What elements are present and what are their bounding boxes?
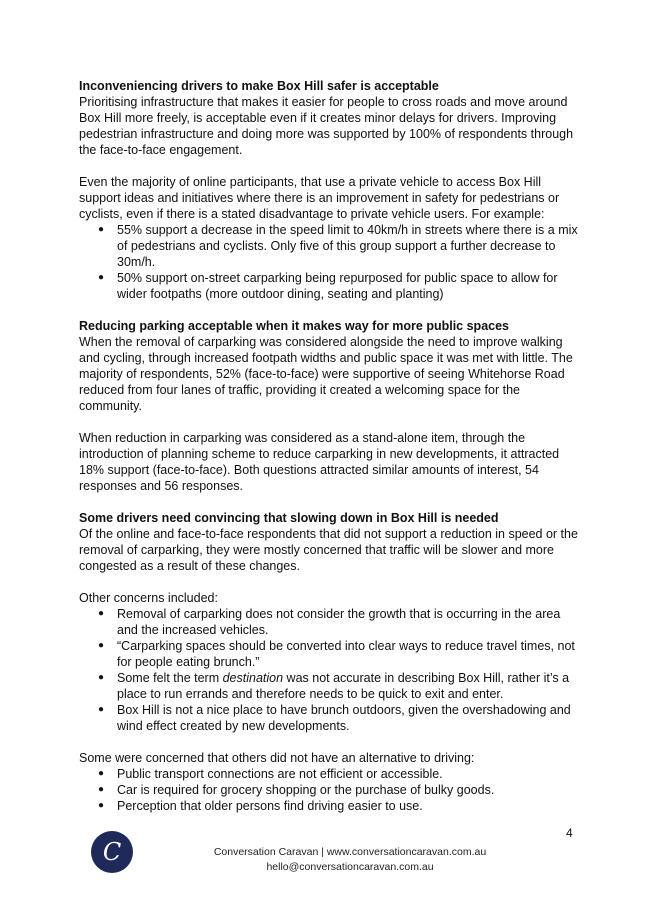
list-item: ● Perception that older persons find driving easier to use. bbox=[79, 798, 579, 814]
list-item: ● 50% support on-street carparking being repurposed for public space to allow for wider footpaths (more outdoor dining, seating and planting) bbox=[79, 270, 579, 302]
paragraph: Some were concerned that others did not have an alternative to driving: bbox=[79, 751, 475, 765]
paragraph: Other concerns included: bbox=[79, 591, 218, 605]
bullet-list bbox=[79, 766, 579, 814]
list-item bbox=[79, 670, 579, 702]
section-heading-drivers-convincing: Some drivers need convincing that slowing down in Box Hill is needed bbox=[79, 511, 499, 525]
list-item-text: was not accurate in describing Box Hill, rather it’s a place to run errands and therefore needs to be quick to exit and enter. bbox=[117, 671, 570, 701]
conversation-caravan-logo: C bbox=[91, 831, 133, 873]
list-item: ● “Carparking spaces should be converted into clear ways to reduce travel times, not for people eating brunch.” bbox=[79, 638, 579, 670]
paragraph: Even the majority of online participants, that use a private vehicle to access Box Hill support ideas and initiatives where there is an improvement in safety for pedestrians or cyclists, even if there is a stated disadvantage to private vehicle users. For example: bbox=[79, 175, 560, 221]
list-item: ● Car is required for grocery shopping or the purchase of bulky goods. bbox=[79, 782, 579, 798]
paragraph: Prioritising infrastructure that makes it easier for people to cross roads and move around Box Hill more freely, is acceptable even if it creates minor delays for drivers. Improving pedestrian infrastructure and doing more was supported by 100% of respondents through the face-to-face engagement. bbox=[79, 95, 574, 157]
footer-email: hello@conversationcaravan.com.au bbox=[266, 861, 434, 873]
section-heading-inconveniencing: Inconveniencing drivers to make Box Hill safer is acceptable bbox=[79, 79, 439, 93]
section-heading-reducing-parking: Reducing parking acceptable when it makes way for more public spaces bbox=[79, 319, 509, 333]
paragraph: When reduction in carparking was considered as a stand-alone item, through the introduction of planning scheme to reduce carparking in new developments, it attracted 18% support (face-to-face). Both questions attracted similar amounts of interest, 54 responses and 56 responses. bbox=[79, 431, 560, 493]
document-body bbox=[79, 78, 579, 814]
list-item: ● Removal of carparking does not consider the growth that is occurring in the area and the increased vehicles. bbox=[79, 606, 579, 638]
list-item: ● Box Hill is not a nice place to have brunch outdoors, given the overshadowing and wind effect created by new developments. bbox=[79, 702, 579, 734]
list-item-text: Some felt the term bbox=[117, 671, 223, 685]
emphasis-destination: destination bbox=[222, 671, 284, 685]
paragraph: When the removal of carparking was considered alongside the need to improve walking and cycling, through increased footpath widths and public space it was met with little. The majority of respondents, 52% (face-to-face) were supportive of seeing Whitehorse Road reduced from four lanes of traffic, providing it created a welcoming space for the community. bbox=[79, 335, 573, 413]
list-item: ● 55% support a decrease in the speed limit to 40km/h in streets where there is a mix of pedestrians and cyclists. Only five of this group support a further decrease to 30m/h. bbox=[79, 222, 579, 270]
list-item: ● Public transport connections are not efficient or accessible. bbox=[79, 766, 579, 782]
footer-contact: Conversation Caravan | www.conversationcaravan.com.au bbox=[213, 846, 487, 858]
bullet-list bbox=[79, 222, 579, 302]
page-number: 4 bbox=[566, 826, 573, 840]
footer bbox=[160, 845, 540, 875]
bullet-list bbox=[79, 606, 579, 734]
paragraph: Of the online and face-to-face respondents that did not support a reduction in speed or the removal of carparking, they were mostly concerned that traffic will be slower and more congested as a result of these changes. bbox=[79, 527, 578, 573]
